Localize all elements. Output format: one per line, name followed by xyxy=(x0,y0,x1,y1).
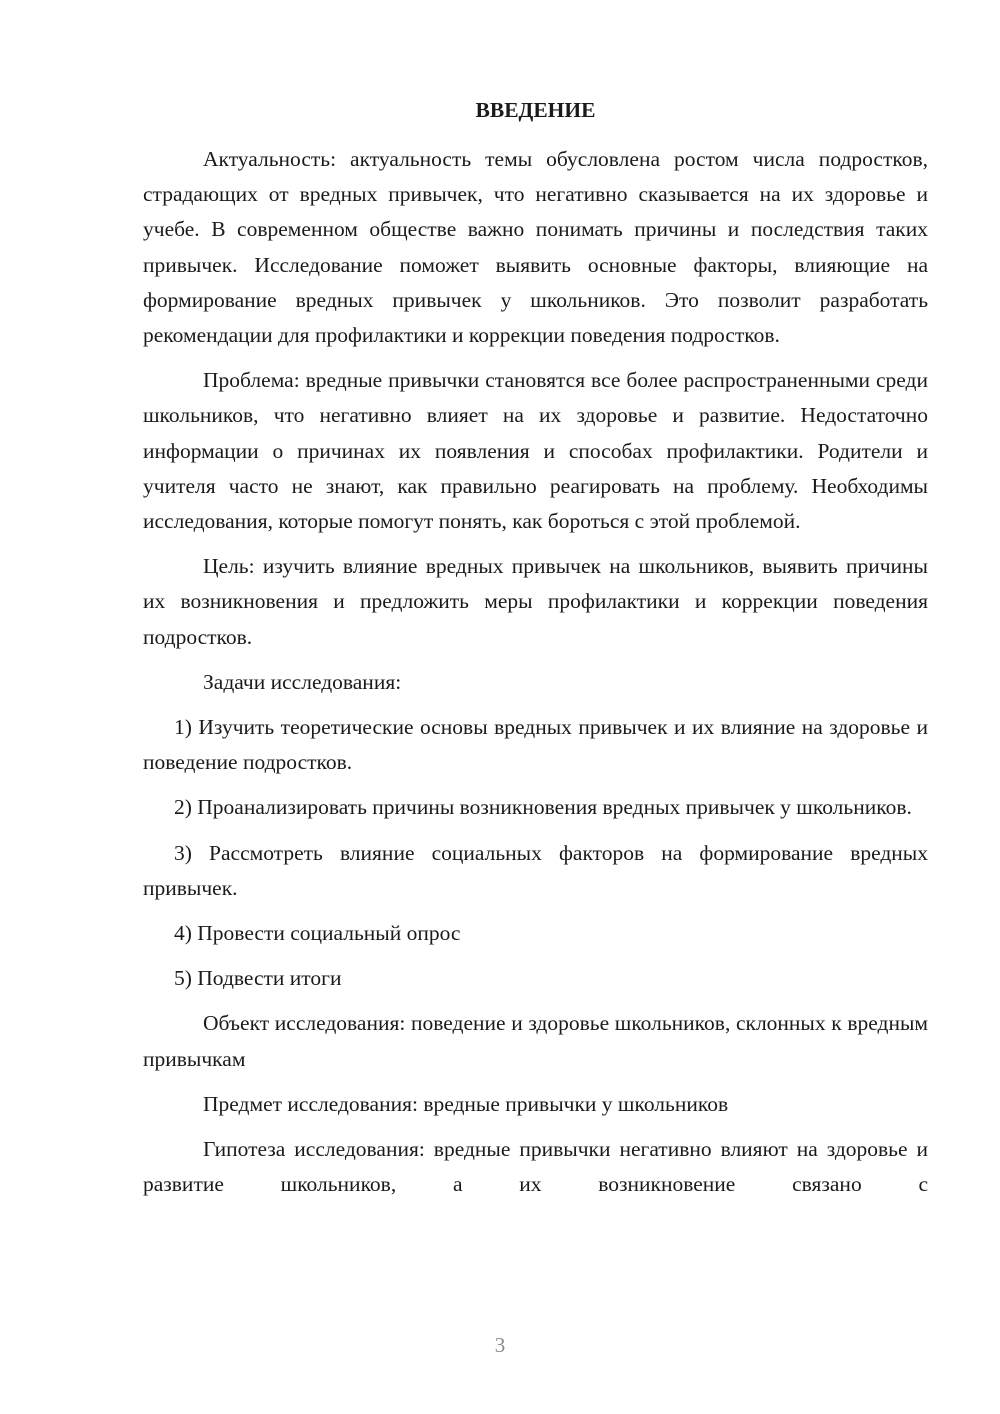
task-item-2: 2) Проанализировать причины возникновения вредных привычек у школьников. xyxy=(174,795,912,820)
paragraph-hypothesis: Гипотеза исследования: вредные привычки негативно влияют на здоровье и развитие школьников, а их возникновение связано с xyxy=(143,1137,928,1197)
task-item-4: 4) Провести социальный опрос xyxy=(174,921,461,946)
paragraph-goal: Цель: изучить влияние вредных привычек на школьников, выявить причины их возникновения и предложить меры профилактики и коррекции поведения подростков. xyxy=(143,554,928,649)
task-item-3: 3) Рассмотреть влияние социальных факторов на формирование вредных привычек. xyxy=(143,840,928,900)
paragraph-problem: Проблема: вредные привычки становятся все более распространенными среди школьников, что негативно влияет на их здоровье и развитие. Недостаточно информации о причинах их появления и способах профилактики. Родители и учителя часто не знают, как правильно реагировать на проблему. Необходимы исследования, которые помогут понять, как бороться с этой проблемой. xyxy=(143,368,928,534)
task-item-1: 1) Изучить теоретические основы вредных привычек и их влияние на здоровье и поведение подростков. xyxy=(143,715,928,775)
page-number: 3 xyxy=(494,1333,506,1357)
tasks-heading: Задачи исследования: xyxy=(203,669,402,694)
task-item-5: 5) Подвести итоги xyxy=(174,966,342,991)
paragraph-subject: Предмет исследования: вредные привычки у школьников xyxy=(203,1091,729,1116)
paragraph-relevance: Актуальность: актуальность темы обусловлена ростом числа подростков, страдающих от вредных привычек, что негативно сказывается на их здоровье и учебе. В современном обществе важно понимать причины и последствия таких привычек. Исследование поможет выявить основные факторы, влияющие на формирование вредных привычек у школьников. Это позволит разработать рекомендации для профилактики и коррекции поведения подростков. xyxy=(143,147,928,348)
document-page xyxy=(143,88,928,1212)
paragraph-object: Объект исследования: поведение и здоровье школьников, склонных к вредным привычкам xyxy=(143,1011,928,1071)
section-title: ВВЕДЕНИЕ xyxy=(475,98,596,122)
